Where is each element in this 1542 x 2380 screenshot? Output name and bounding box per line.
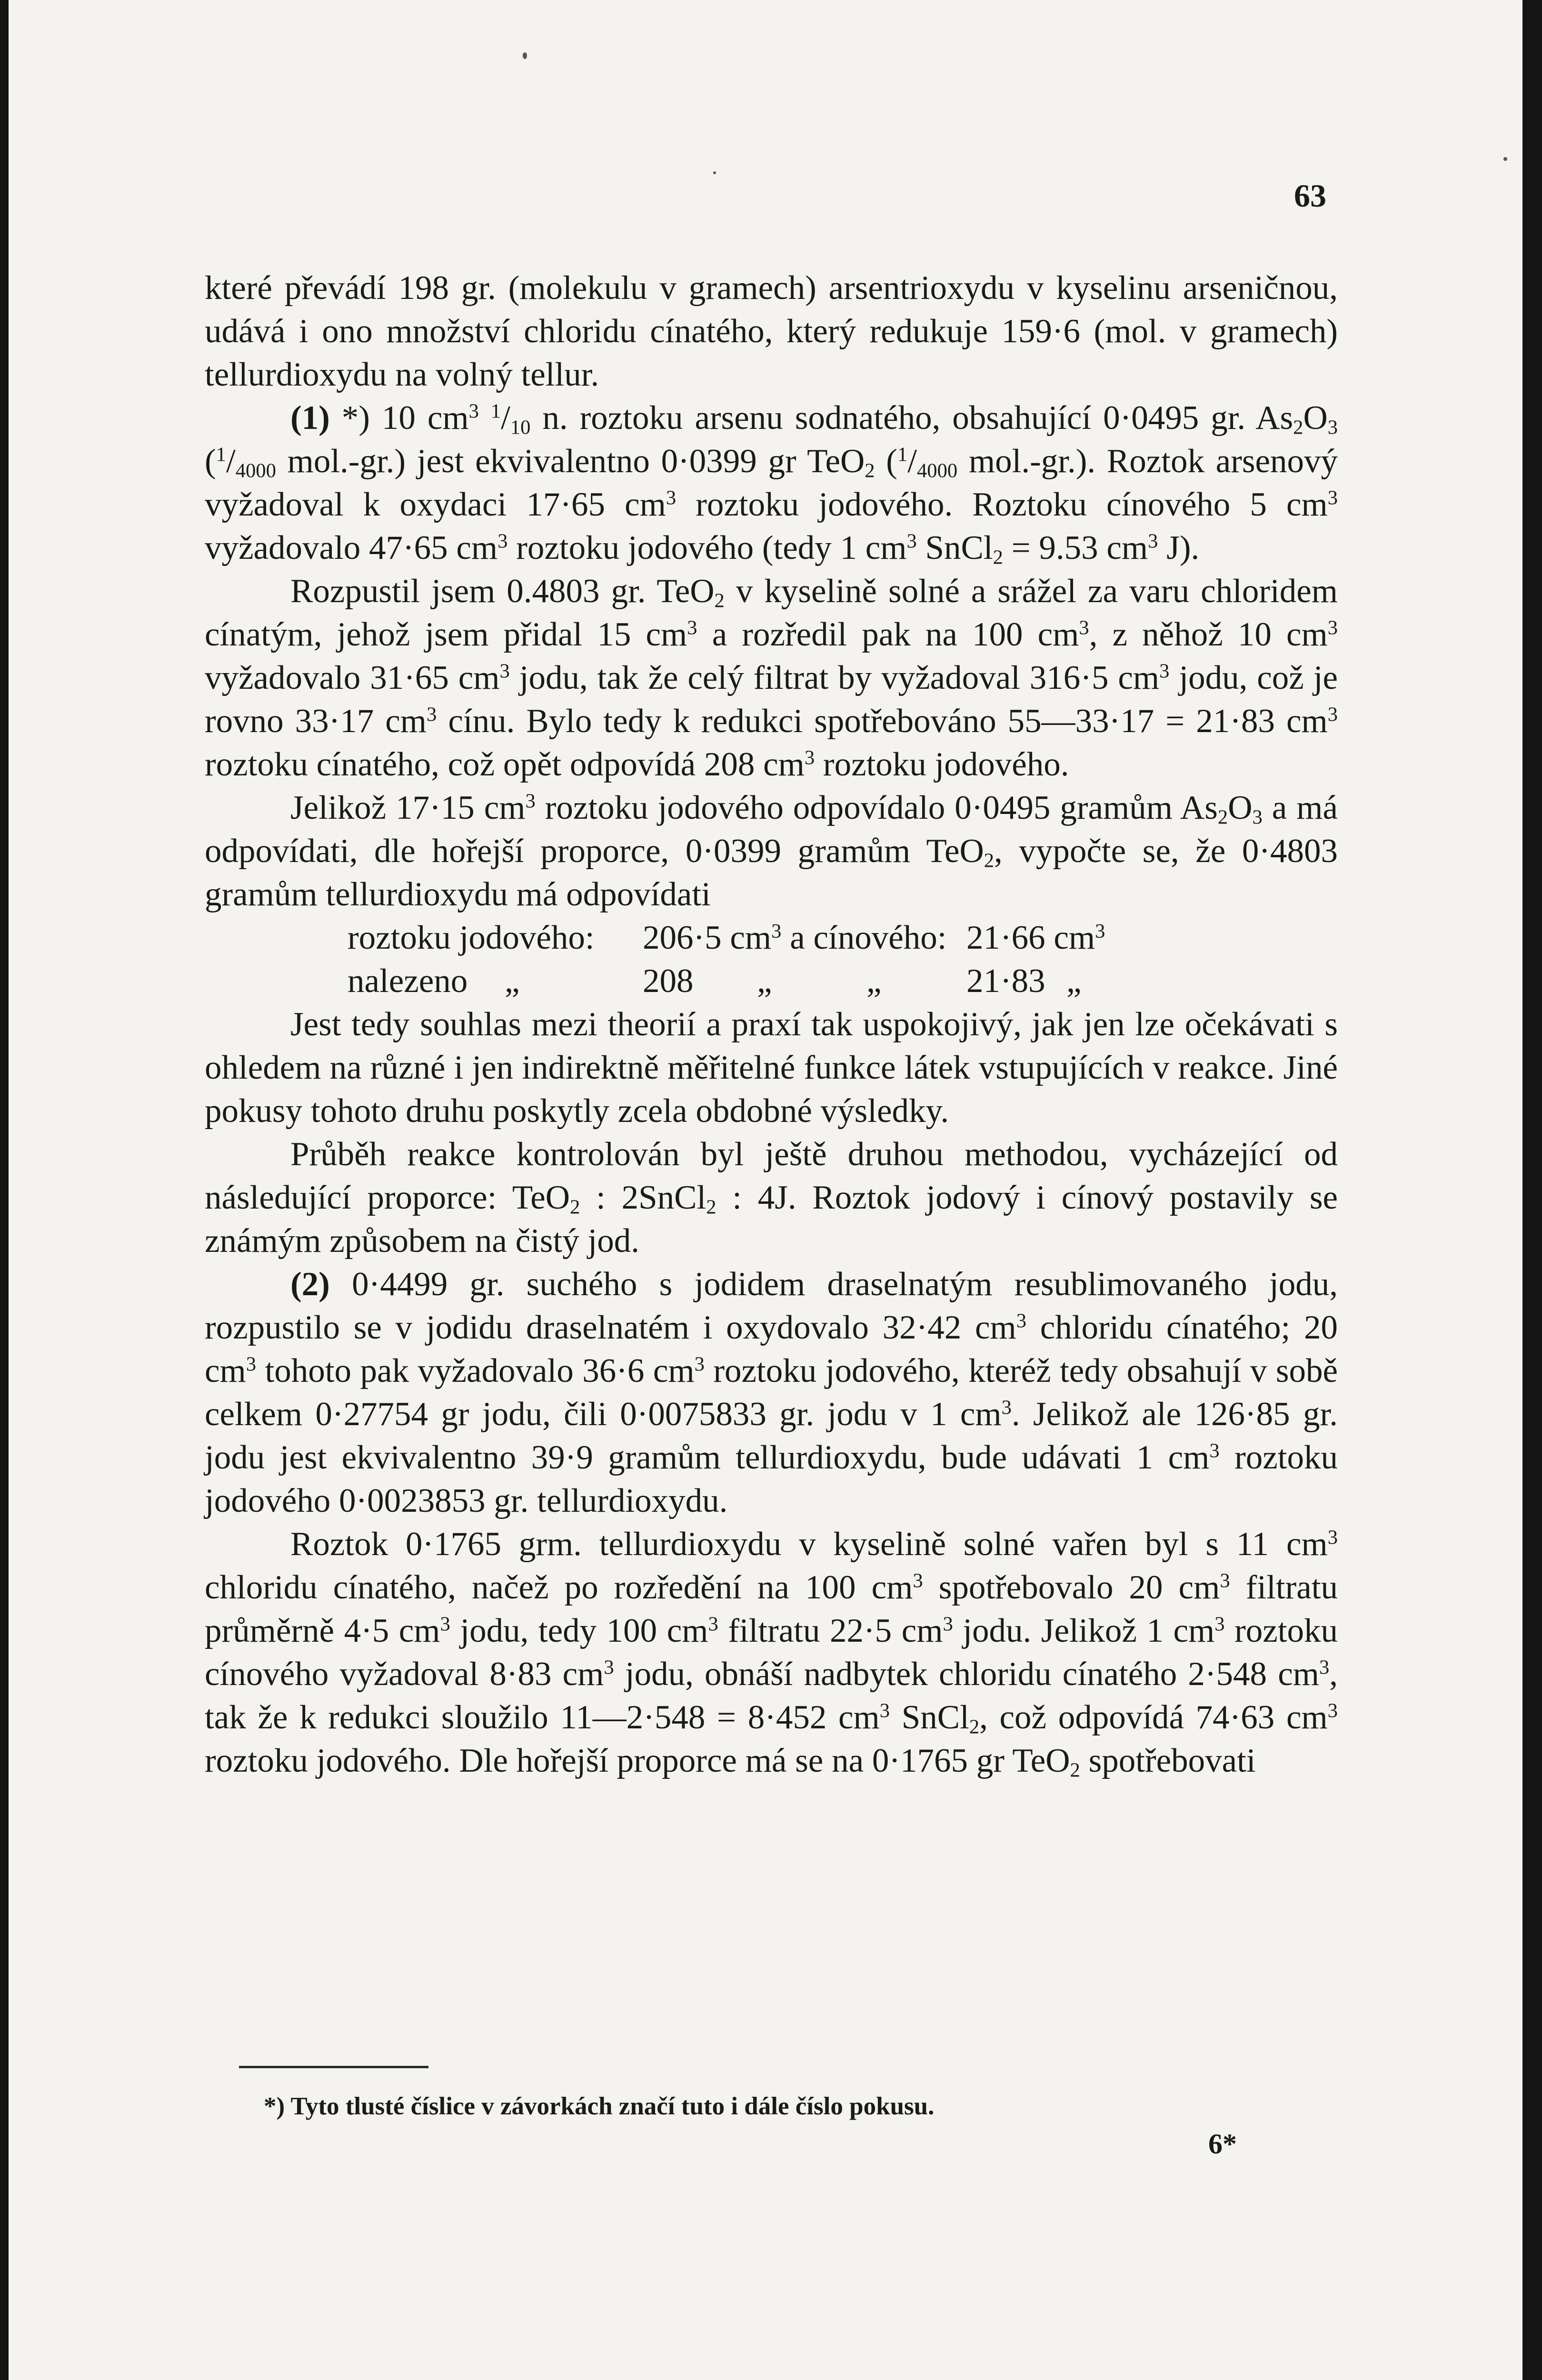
paragraph-3: Rozpustil jsem 0.4803 gr. TeO$_2$ v kyselině solné a srážel za varu chloridem cínatým, jehož jsem přidal 15 $cm^3$ a rozředil pak na 100 $cm^3$, z něhož 10 $cm^3$ vyžadovalo 31·65 $cm^3$ jodu, tak že celý filtrat by vyžadoval 316·5 $cm^3$ jodu, což je rovno 33·17 $cm^3$ cínu. Bylo tedy k redukci spotřebováno 55—33·17 = 21·83 $cm^3$ roztoku cínatého, což opět odpovídá 208 $cm^3$ roztoku jodového. bbox=[205, 573, 1338, 783]
paragraph-1: které převádí 198 gr. (molekulu v gramech) arsentrioxydu v kyselinu arseničnou, udává i ono množství chloridu cínatého, který redukuje 159·6 (mol. v gramech) tellurdioxydu na volný tellur. bbox=[205, 269, 1338, 393]
scan-speck bbox=[713, 171, 716, 174]
body-text bbox=[205, 267, 1338, 1783]
comparison-row-found: nalezeno „ 208 „ „ 21·83 „ bbox=[348, 962, 1082, 1000]
comparison-row-computed: roztoku jodového: 206·5 cm3 a cínového: 21·66 cm3 bbox=[348, 919, 1105, 956]
signature-mark: 6* bbox=[1208, 2128, 1237, 2160]
paragraph-8: Roztok 0·1765 grm. tellurdioxydu v kyselině solné vařen byl s 11 $cm^3$ chloridu cínatého, načež po rozředění na 100 $cm^3$ spotřebovalo 20 $cm^3$ filtratu průměrně 4·5 $cm^3$ jodu, tedy 100 $cm^3$ filtratu 22·5 $cm^3$ jodu. Jelikož 1 $cm^3$ roztoku cínového vyžadoval 8·83 $cm^3$ jodu, obnáší nadbytek chloridu cínatého 2·548 $cm^3$, tak že k redukci sloužilo 11—2·548 = 8·452 $cm^3$ SnCl$_2$, což odpovídá 74·63 $cm^3$ roztoku jodového. Dle hořejší proporce má se na 0·1765 gr TeO$_2$ spotřebovati bbox=[205, 1526, 1338, 1782]
page-number: 63 bbox=[1294, 178, 1326, 214]
paragraph-5: Jest tedy souhlas mezi theorií a praxí tak uspokojivý, jak jen lze očekávati s ohledem na různé i jen indirektně měřitelné funkce látek vstupujících v reakce. Jiné pokusy tohoto druhu poskytly zcela obdobné výsledky. bbox=[205, 1006, 1338, 1130]
paragraph-4: Jelikož 17·15 $cm^3$ roztoku jodového odpovídalo 0·0495 gramům $As_2O_3$ a má odpovídati, dle hořejší proporce, 0·0399 gramům TeO$_2$, vypočte se, že 0·4803 gramům tellurdioxydu má odpovídati bbox=[205, 789, 1338, 913]
paragraph-6: Průběh reakce kontrolován byl ještě druhou methodou, vycházející od následující proporce: TeO$_2$ : 2SnCl$_2$ : 4J. Roztok jodový i cínový postavily se známým způsobem na čistý jod. bbox=[205, 1136, 1338, 1259]
scan-speck bbox=[523, 52, 527, 59]
footnote: *) Tyto tlusté číslice v závorkách značí tuto i dále číslo pokusu. bbox=[264, 2092, 935, 2120]
paragraph-2: (1) *) 10 $cm^3$ $^1/_{10}$ n. roztoku arsenu sodnatého, obsahující 0·0495 gr. $As_2O_3$ ($^1/_{4000}$ mol.-gr.) jest ekvivalentno 0·0399 gr TeO$_2$ ($^1/_{4000}$ mol.-gr.). Roztok arsenový vyžadoval k oxydaci 17·65 $cm^3$ roztoku jodového. Roztoku cínového 5 $cm^3$ vyžadovalo 47·65 $cm^3$ roztoku jodového (tedy 1 $cm^3$ SnCl$_2$ = 9.53 $cm^3$ J). bbox=[205, 399, 1338, 569]
scan-speck bbox=[1503, 157, 1507, 161]
footnote-divider bbox=[239, 2066, 428, 2068]
document-page bbox=[9, 0, 1522, 2380]
paragraph-7: (2) 0·4499 gr. suchého s jodidem draselnatým resublimovaného jodu, rozpustilo se v jodidu draselnatém i oxydovalo 32·42 $cm^3$ chloridu cínatého; 20 $cm^3$ tohoto pak vyžadovalo 36·6 $cm^3$ roztoku jodového, kteréž tedy obsahují v sobě celkem 0·27754 gr jodu, čili 0·0075833 gr. jodu v 1 $cm^3$. Jelikož ale 126·85 gr. jodu jest ekvivalentno 39·9 gramům tellurdioxydu, bude udávati 1 $cm^3$ roztoku jodového 0·0023853 gr. tellurdioxydu. bbox=[205, 1266, 1338, 1519]
